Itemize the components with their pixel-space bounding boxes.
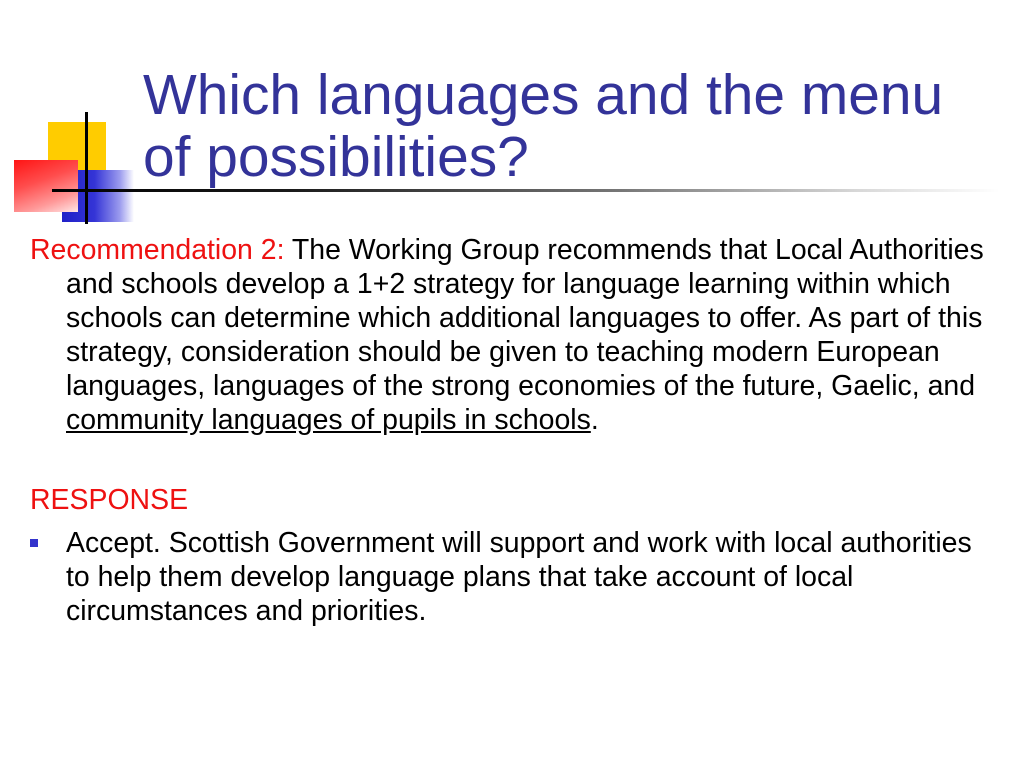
template-logo-graphic [0, 0, 140, 230]
logo-vertical-line [85, 112, 88, 224]
bullet-text: Accept. Scottish Government will support and work with local authorities to help them develop language plans that take account of local circumstances and priorities. [66, 527, 972, 627]
recommendation-end-punctuation: . [590, 404, 599, 436]
response-bullet-list [30, 526, 994, 628]
recommendation-text: The Working Group recommends that Local Authorities and schools develop a 1+2 strategy for language learning within which schools can determine which additional languages to offer. As part of this strategy, consideration should be given to teaching modern European languages, languages of the strong economies of the future, Gaelic, and [66, 234, 984, 402]
title-underline-rule [52, 189, 1000, 192]
logo-red-square [14, 160, 78, 212]
square-bullet-icon [30, 539, 38, 547]
slide-title: Which languages and the menu of possibilities? [143, 63, 944, 189]
list-item [30, 526, 994, 628]
response-heading: RESPONSE [30, 484, 189, 516]
recommendation-underlined-text: community languages of pupils in schools [66, 404, 591, 436]
recommendation-label: Recommendation 2: [30, 234, 285, 266]
recommendation-paragraph [30, 233, 994, 437]
